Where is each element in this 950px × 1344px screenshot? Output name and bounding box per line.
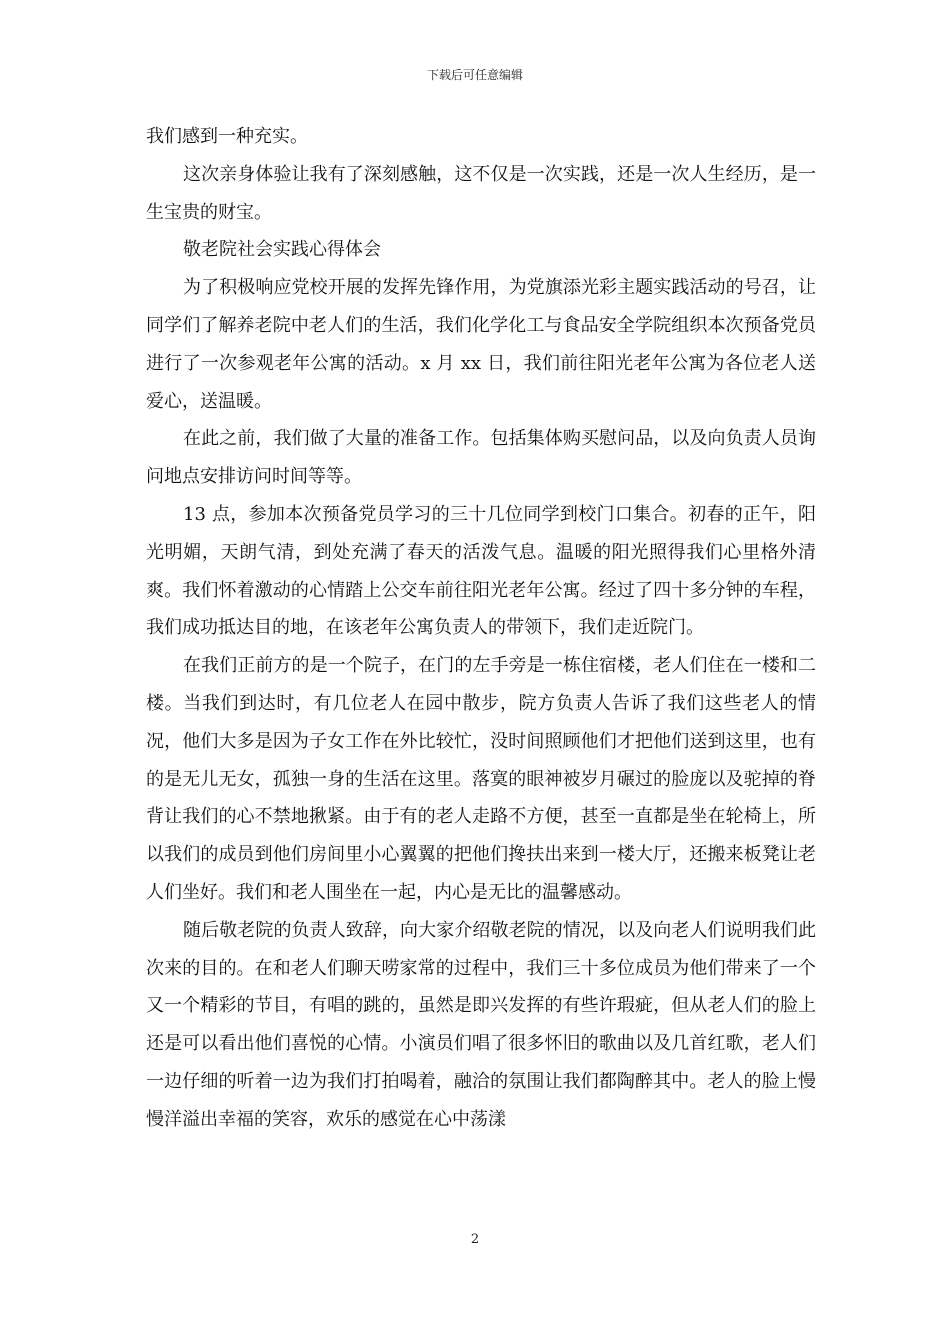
paragraph: 13 点，参加本次预备党员学习的三十几位同学到校门口集合。初春的正午，阳光明媚，天朗气清，到处充满了春天的活泼气息。温暖的阳光照得我们心里格外清爽。我们怀着激动的心情踏上公交车前往阳光老年公寓。经过了四十多分钟的车程，我们成功抵达目的地，在该老年公寓负责人的带领下，我们走近院门。 <box>146 503 816 639</box>
paragraph: 在此之前，我们做了大量的准备工作。包括集体购买慰问品，以及向负责人员询问地点安排访问时间等等。 <box>146 428 816 488</box>
page-header: 下载后可任意编辑 <box>426 68 523 82</box>
paragraph: 为了积极响应党校开展的发挥先锋作用，为党旗添光彩主题实践活动的号召，让同学们了解养老院中老人们的生活，我们化学化工与食品安全学院组织本次预备党员进行了一次参观老年公寓的活动。x 月 xx 日，我们前往阳光老年公寓为各位老人送爱心，送温暖。 <box>146 277 816 412</box>
paragraph: 在我们正前方的是一个院子，在门的左手旁是一栋住宿楼，老人们住在一楼和二楼。当我们到达时，有几位老人在园中散步，院方负责人告诉了我们这些老人的情况，他们大多是因为子女工作在外比较忙，没时间照顾他们才把他们送到这里，也有的是无儿无女，孤独一身的生活在这里。落寞的眼神被岁月碾过的脸庞以及驼掉的脊背让我们的心不禁地揪紧。由于有的老人走路不方便，甚至一直都是坐在轮椅上，所以我们的成员到他们房间里小心翼翼的把他们搀扶出来到一楼大厅，还搬来板凳让老人们坐好。我们和老人围坐在一起，内心是无比的温馨感动。 <box>146 655 816 903</box>
section-heading: 敬老院社会实践心得体会 <box>183 239 381 261</box>
paragraph: 这次亲身体验让我有了深刻感触，这不仅是一次实践，还是一次人生经历，是一生宝贵的财宝。 <box>146 163 816 223</box>
document-body <box>146 118 816 1139</box>
page-number: 2 <box>470 1232 480 1247</box>
paragraph: 我们感到一种充实。 <box>146 126 308 147</box>
paragraph: 随后敬老院的负责人致辞，向大家介绍敬老院的情况，以及向老人们说明我们此次来的目的。在和老人们聊天唠家常的过程中，我们三十多位成员为他们带来了一个又一个精彩的节目，有唱的跳的，虽然是即兴发挥的有些许瑕疵，但从老人们的脸上还是可以看出他们喜悦的心情。小演员们唱了很多怀旧的歌曲以及几首红歌，老人们一边仔细的听着一边为我们打拍喝着，融洽的氛围让我们都陶醉其中。老人的脸上慢慢洋溢出幸福的笑容，欢乐的感觉在心中荡漾 <box>146 919 816 1130</box>
